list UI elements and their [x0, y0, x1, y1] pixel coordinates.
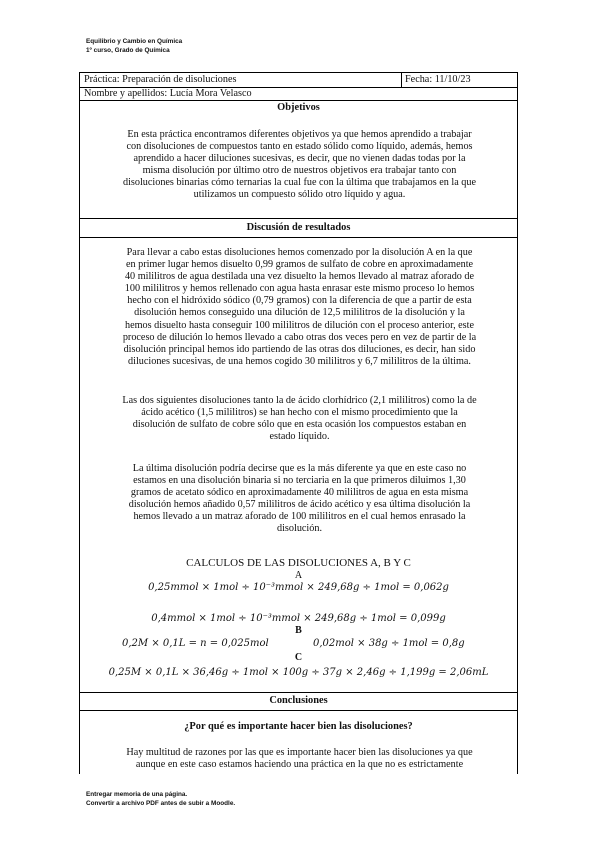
- discusion-title: Discusión de resultados: [246, 222, 351, 233]
- section-divider: [80, 710, 517, 711]
- text-line: utilizamos un compuesto sólido otro líquido y agua.: [193, 189, 406, 201]
- objetivos-text: [88, 129, 511, 202]
- calc-label-b: B: [295, 625, 302, 636]
- text-line: 100 mililitros y hemos rellenado con agua hasta enrasar este mismo proceso lo hemos: [124, 283, 475, 295]
- course-title: Equilibrio y Cambio en Química: [86, 38, 183, 45]
- student-row: [80, 88, 517, 101]
- text-line: Las dos siguientes disoluciones tanto la de ácido clorhídrico (2,1 mililitros) como la de: [122, 395, 477, 406]
- conclusiones-text: [88, 747, 511, 771]
- text-line: hemos disuelto hasta conseguir 100 mililitros de dilución con el proceso anterior, este: [125, 319, 474, 331]
- text-line: disolución de sulfato de cobre sólo que en esta ocasión los compuestos estaban en: [132, 419, 467, 431]
- text-line: gramos de acetato sódico en aproximadamente 40 mililitros de agua en esta misma: [130, 487, 469, 499]
- footer-instruction-2: Convertir a archivo PDF antes de subir a Moodle.: [86, 800, 236, 807]
- text-line: estado líquido.: [269, 431, 330, 443]
- student-name: Nombre y apellidos: Lucía Mora Velasco: [84, 88, 252, 99]
- equation-b1: 0,2M × 0,1L = n = 0,025mol: [122, 638, 269, 649]
- section-divider: [80, 692, 517, 693]
- text-line: aprendido a hacer diluciones sucesivas, es decir, que no vienen dadas todas por la: [133, 153, 466, 165]
- calc-label-c: C: [294, 652, 303, 663]
- equation-a2: 0,4mmol × 1mol ÷ 10⁻³mmol × 249,68g ÷ 1mol = 0,099g: [151, 613, 446, 624]
- discusion-paragraph-2: [88, 395, 511, 443]
- text-line: disoluciones binarias cómo ternarias la cual fue con la última que trabajamos en la que: [122, 177, 477, 189]
- calc-label-a: A: [294, 570, 303, 581]
- objetivos-title: Objetivos: [277, 102, 320, 113]
- text-line: 40 mililitros de agua destilada una vez disuelto la hemos llevado al matraz aforado de: [124, 271, 475, 283]
- text-line: Para llevar a cabo estas disoluciones hemos comenzado por la disolución A en la que: [126, 247, 473, 258]
- equation-c: 0,25M × 0,1L × 36,46g ÷ 1mol × 100g ÷ 37g × 2,46g ÷ 1,199g = 2,06mL: [108, 667, 489, 678]
- text-line: estamos en una disolución binaria si no terciaria en la que primeros diluimos 1,30: [133, 475, 466, 487]
- footer-instruction-1: Entregar memoria de una página.: [86, 791, 188, 798]
- section-divider: [80, 218, 517, 219]
- text-line: disolución.: [277, 523, 322, 535]
- calc-title: CALCULOS DE LAS DISOLUCIONES A, B Y C: [186, 557, 411, 569]
- text-line: misma disolución por último otro de nuestros objetivos era trabajar tanto con: [142, 165, 457, 177]
- text-line: hecho con el hidróxido sódico (0,79 gramos) con la diferencia de que a partir de esta: [127, 295, 472, 307]
- text-line: aunque en este caso estamos haciendo una práctica en la que no es estrictamente: [135, 759, 464, 771]
- discusion-paragraph-3: [88, 463, 511, 536]
- equation-a1: 0,25mmol × 1mol ÷ 10⁻³mmol × 249,68g ÷ 1mol = 0,062g: [148, 582, 449, 593]
- text-line: diluciones sucesivas, de una hemos cogido 30 mililitros y 6,7 mililitros de la última.: [128, 355, 471, 367]
- text-line: disolución principal hemos ido partiendo de las otras dos diluciones, es decir, han sido: [123, 343, 476, 355]
- practice-name: Práctica: Preparación de disoluciones: [84, 74, 237, 85]
- conclusiones-title: Conclusiones: [269, 695, 328, 706]
- text-line: en primer lugar hemos disuelto 0,99 gramos de sulfato de cobre en aproximadamente: [125, 259, 474, 271]
- report-frame: [79, 72, 518, 774]
- text-line: proceso de dilución lo hemos llevado a cabo otras dos veces pero en vez de partir de la: [122, 331, 477, 343]
- text-line: disolución hemos conseguido una dilución de 12,5 mililitros de la disolución y la: [134, 307, 465, 319]
- cell-divider: [401, 73, 402, 87]
- text-line: disolución hemos añadido 0,57 mililitros de ácido acético y esa última disolución la: [128, 499, 471, 511]
- practice-date: Fecha: 11/10/23: [405, 74, 471, 85]
- text-line: La última disolución podría decirse que es la más diferente ya que en este caso no: [132, 463, 467, 474]
- text-line: con disoluciones de compuestos tanto en estado sólido como líquido, además, hemos: [126, 141, 473, 153]
- practice-row: [80, 73, 517, 88]
- equation-b2: 0,02mol × 38g ÷ 1mol = 0,8g: [313, 638, 465, 649]
- section-divider: [80, 237, 517, 238]
- text-line: En esta práctica encontramos diferentes objetivos ya que hemos aprendido a trabajar: [127, 129, 472, 140]
- text-line: ácido acético (1,5 mililitros) se han hecho con el mismo procedimiento que la: [141, 407, 458, 419]
- discusion-paragraph-1: [88, 247, 511, 368]
- course-year: 1º curso, Grado de Química: [86, 47, 170, 54]
- conclusiones-question: ¿Por qué es importante hacer bien las disoluciones?: [184, 721, 413, 732]
- text-line: hemos llevado a un matraz aforado de 100 mililitros en el cual hemos enrasado la: [133, 511, 466, 523]
- text-line: Hay multitud de razones por las que es importante hacer bien las disoluciones ya que: [126, 747, 473, 758]
